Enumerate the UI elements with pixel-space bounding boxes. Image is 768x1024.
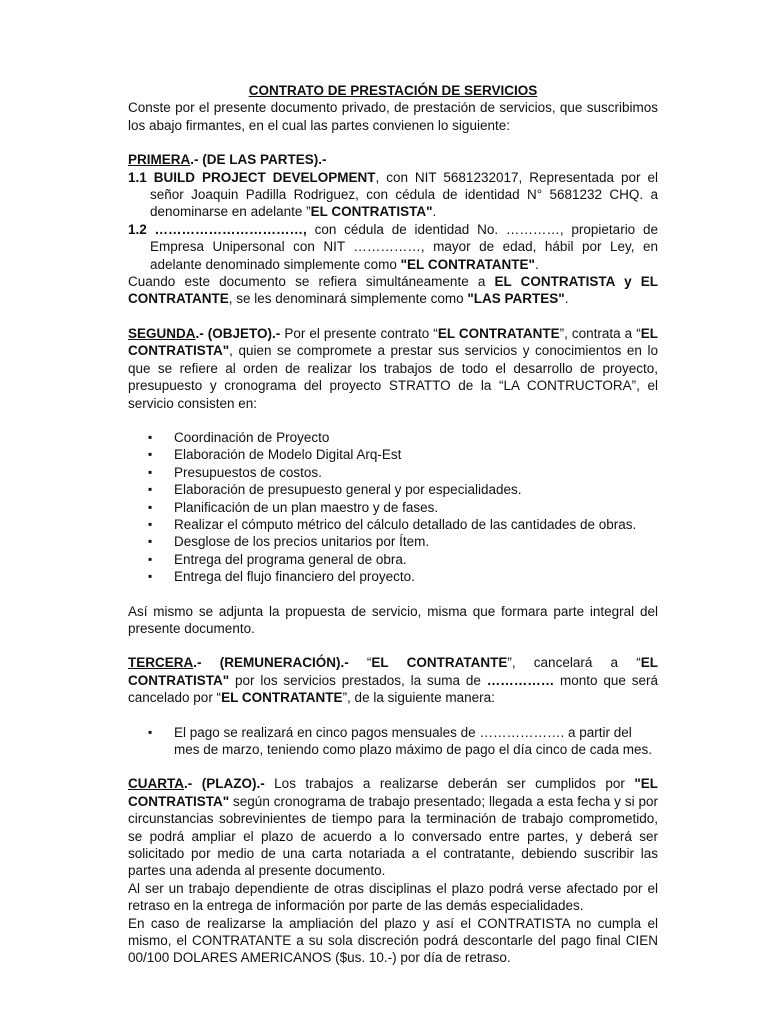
spacer [128, 412, 658, 429]
tercera-name-1: EL CONTRATANTE [371, 655, 508, 671]
list-item: ▪ Realizar el cómputo métrico del cálculo detallado de las cantidades de obras. [148, 516, 658, 533]
segunda-text-2: ”, contrata a “ [559, 325, 641, 341]
spacer [128, 707, 658, 724]
clause-primera-parties [128, 273, 658, 308]
clause-1-1-alias: EL CONTRATISTA" [310, 204, 433, 220]
tercera-text-2: ”, cancelará a “ [507, 655, 641, 671]
parties-text-a: Cuando este documento se refiera simultáneamente a [128, 274, 495, 290]
clause-primera-label: PRIMERA [128, 152, 191, 168]
clause-primera-title: .- (DE LAS PARTES).- [190, 152, 327, 168]
clause-1-2-text: con cédula de identidad No. …………, propietario de Empresa Unipersonal con NIT ……………, mayor de edad, hábil por Ley, en adelante denominado simplemente como [150, 221, 658, 272]
list-item: ▪ Entrega del programa general de obra. [148, 551, 658, 568]
clause-1-1-text: , con NIT 5681232017, Representada por el señor Joaquin Padilla Rodriguez, con cédula de identidad N° 5681232 CHQ. a denominarse en adelante ” [150, 169, 658, 220]
spacer [128, 586, 658, 603]
clause-segunda-title: .- (OBJETO).- [195, 325, 281, 341]
spacer [128, 134, 658, 151]
tercera-name-2: EL CONTRATISTA" [128, 655, 658, 688]
clause-1-2-alias: "EL CONTRATANTE" [400, 256, 535, 272]
tercera-text-3: por los servicios prestados, la suma de [229, 672, 487, 688]
parties-names: EL CONTRATISTA y EL CONTRATANTE [128, 274, 658, 307]
clause-tercera-label: TERCERA [128, 655, 194, 671]
clause-tercera [128, 654, 658, 706]
list-item: ▪ Planificación de un plan maestro y de fases. [148, 499, 658, 516]
list-item: ▪ Coordinación de Proyecto [148, 429, 658, 446]
clause-segunda-label: SEGUNDA [128, 325, 196, 341]
segunda-text-3: , quien se compromete a prestar sus servicios y conocimientos en lo que se refiere al orden de realizar los trabajos de todo el desarrollo de proyecto, presupuesto y cronograma del proyecto STRATTO de la “LA CONTRUCTORA”, el servicio consisten en: [128, 343, 658, 411]
list-item: ▪ Elaboración de presupuesto general y por especialidades. [148, 481, 658, 498]
clause-cuarta [128, 775, 658, 879]
clause-1-2-end: . [534, 256, 539, 272]
intro-paragraph: Conste por el presente documento privado, de prestación de servicios, que suscribimos los abajo firmantes, en el cual las partes convienen lo siguiente: [128, 100, 658, 133]
clause-1-1-end: . [432, 204, 437, 220]
clause-1-2 [128, 221, 658, 273]
tercera-text-1: “ [348, 655, 372, 671]
segunda-name-2: EL CONTRATISTA" [128, 325, 658, 359]
parties-text-b: , se les denominará simplemente como [228, 291, 468, 307]
clause-primera-heading [128, 151, 658, 168]
list-item: ▪ El pago se realizará en cinco pagos mensuales de ………………. a partir del mes de marzo, teniendo como plazo máximo de pago el día cinco de cada mes. [148, 724, 658, 759]
attachment-paragraph: Así mismo se adjunta la propuesta de servicio, misma que formara parte integral del presente documento. [128, 603, 658, 636]
list-item: ▪ Desglose de los precios unitarios por Ítem. [148, 533, 658, 550]
document-title: CONTRATO DE PRESTACIÓN DE SERVICIOS [248, 83, 538, 98]
tercera-name-3: EL CONTRATANTE [221, 690, 343, 706]
cuarta-text-2: según cronograma de trabajo presentado; llegada a esta fecha y si por circunstancias sobrevinientes de tiempo para la terminación de trabajo comprometido, se podrá ampliar el plazo de acuerdo a lo conversado entre partes, y deberá ser solicitado por medio de una carta notariada a el contratante, debiendo suscribir las partes una adenda al presente documento. [128, 793, 658, 879]
clause-cuarta-title: .- (PLAZO).- [184, 776, 265, 792]
spacer [128, 758, 658, 775]
services-list [128, 429, 658, 586]
segunda-text-1: Por el presente contrato “ [280, 325, 438, 341]
list-item: ▪ Elaboración de Modelo Digital Arq-Est [148, 446, 658, 463]
spacer [128, 637, 658, 654]
cuarta-paragraph-3: En caso de realizarse la ampliación del plazo y así el CONTRATISTA no cumpla el mismo, el CONTRATANTE a su sola discreción podrá descontarle del pago final CIEN 00/100 DOLARES AMERICANOS ($us. 10.-) por día de retraso. [128, 915, 658, 966]
segunda-name-1: EL CONTRATANTE [437, 325, 560, 341]
clause-1-1-party: 1.1 BUILD PROJECT DEVELOPMENT [128, 169, 376, 185]
cuarta-text-1: Los trabajos a realizarse deberán ser cumplidos por [264, 776, 635, 792]
cuarta-name-1: "EL CONTRATISTA" [128, 776, 658, 809]
tercera-text-5: ”, de la siguiente manera: [342, 690, 495, 706]
list-item: ▪ Entrega del flujo financiero del proyecto. [148, 568, 658, 585]
parties-end: . [564, 291, 569, 307]
tercera-text-4: monto que será cancelado por “ [128, 672, 659, 706]
list-item: ▪ Presupuestos de costos. [148, 464, 658, 481]
clause-cuarta-label: CUARTA [128, 776, 184, 792]
clause-tercera-title: .- (REMUNERACIÓN).- [193, 655, 349, 671]
tercera-amount-blank: …………… [486, 672, 555, 688]
clause-1-2-party: 1.2 ……………………………, [128, 221, 307, 237]
spacer [128, 308, 658, 325]
clause-segunda [128, 325, 658, 412]
cuarta-paragraph-2: Al ser un trabajo dependiente de otras disciplinas el plazo podrá verse afectado por el retraso en la entrega de información por parte de las demás especialidades. [128, 880, 658, 914]
clause-1-1 [128, 169, 658, 221]
parties-alias: "LAS PARTES" [467, 291, 565, 307]
payment-list [128, 724, 658, 759]
